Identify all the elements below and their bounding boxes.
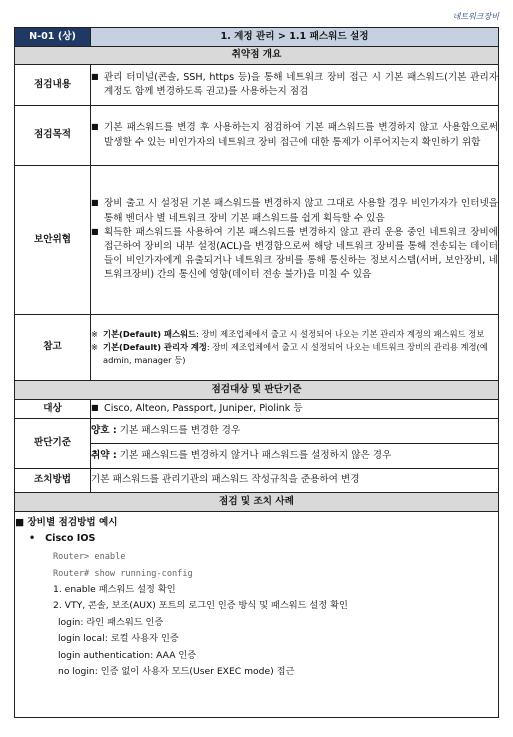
threat-item: ■ 장비 출고 시 설정된 기본 패스워드를 변경하지 않고 그대로 사용할 경우 비인가자가 인터넷을 통해 벤더사 별 네트워크 장비 기본 패스워드를 쉽게 획득할 수 있음 — [91, 197, 498, 225]
step-line: 2. VTY, 콘솔, 보조(AUX) 포트의 로그인 인증 방식 및 패스워드 설정 확인 — [53, 600, 348, 612]
action-text: 기본 패스워드를 관리기관의 패스워드 작성규칙을 준용하여 변경 — [91, 469, 499, 493]
reference-note: ※ 기본(Default) 패스워드: 장비 제조업체에서 출고 시 설정되어 나오는 기본 관리자 계정의 패스워드 정보 — [91, 328, 498, 341]
sub-line: login: 라인 패스워드 인증 — [58, 616, 164, 628]
sub-line: login local: 로컬 사용자 인증 — [58, 633, 179, 645]
code-line: Router# show running-config — [53, 568, 193, 579]
action-label: 조치방법 — [15, 469, 91, 493]
examples-heading: ■ 장비별 점검방법 예시 — [15, 516, 498, 530]
purpose-label: 점검목적 — [15, 106, 91, 166]
purpose-text: ■ 기본 패스워드를 변경 후 사용하는지 점검하여 기본 패스워드를 변경하지 않고 사용함으로써 발생할 수 있는 비인가자의 네트워크 장비 접근에 대한 통제가 이루어지는지 확인하기 위함 — [91, 121, 498, 149]
sub-line: login authentication: AAA 인증 — [58, 649, 197, 661]
vulnerability-table — [14, 27, 499, 718]
judge-label: 판단기준 — [15, 419, 91, 469]
check-content: ■ 관리 터미널(콘솔, SSH, https 등)을 통해 네트워크 장비 접근 시 기본 패스워드(기본 관리자 계정도 함께 변경하도록 권고)를 사용하는지 점검 — [91, 71, 498, 99]
code-line: Router> enable — [53, 552, 126, 563]
document-category: 네트워크장비 — [452, 12, 499, 21]
target-text: ■ Cisco, Alteon, Passport, Juniper, Piolink 등 — [91, 402, 498, 416]
threat-label: 보안위협 — [15, 166, 91, 315]
item-title: 1. 계정 관리 > 1.1 패스워드 설정 — [91, 28, 499, 47]
examples-panel — [15, 512, 499, 718]
device-name: • Cisco IOS — [29, 532, 498, 546]
section-criteria: 점검대상 및 판단기준 — [15, 381, 499, 400]
threat-item: ■ 획득한 패스워드를 사용하여 기본 패스워드를 변경하지 않고 관리 운용 중인 네트워크 장비에 접근하여 장비의 내부 설정(ACL)을 변경함으로써 해당 네트워크 장비를 통해 전송되는 데이터들이 비인가자에게 유출되거나 네트워크 장비를 통해 통신하는 정보시스템(서버, 보안장비, 네트워크장비) 간의 통신에 영향(데이터 전송 불가)을 미칠 수 있음 — [91, 226, 498, 283]
step-line: 1. enable 패스워드 설정 확인 — [53, 584, 176, 596]
item-id: N-01 (상) — [15, 28, 91, 47]
section-examples: 점검 및 조치 사례 — [15, 493, 499, 512]
section-overview: 취약점 개요 — [15, 47, 499, 65]
judge-good: 양호 : 기본 패스워드를 변경한 경우 — [91, 419, 499, 444]
reference-label: 참고 — [15, 315, 91, 381]
target-label: 대상 — [15, 400, 91, 419]
reference-note: ※ 기본(Default) 관리자 계정: 장비 제조업체에서 출고 시 설정되어 나오는 네트워크 장비의 관리용 계정(예 admin, manager 등) — [91, 341, 498, 367]
judge-weak: 취약 : 기본 패스워드를 변경하지 않거나 패스워드를 설정하지 않은 경우 — [91, 444, 499, 469]
sub-line: no login: 인증 없이 사용자 모드(User EXEC mode) 접근 — [58, 665, 295, 677]
check-content-label: 점검내용 — [15, 65, 91, 106]
